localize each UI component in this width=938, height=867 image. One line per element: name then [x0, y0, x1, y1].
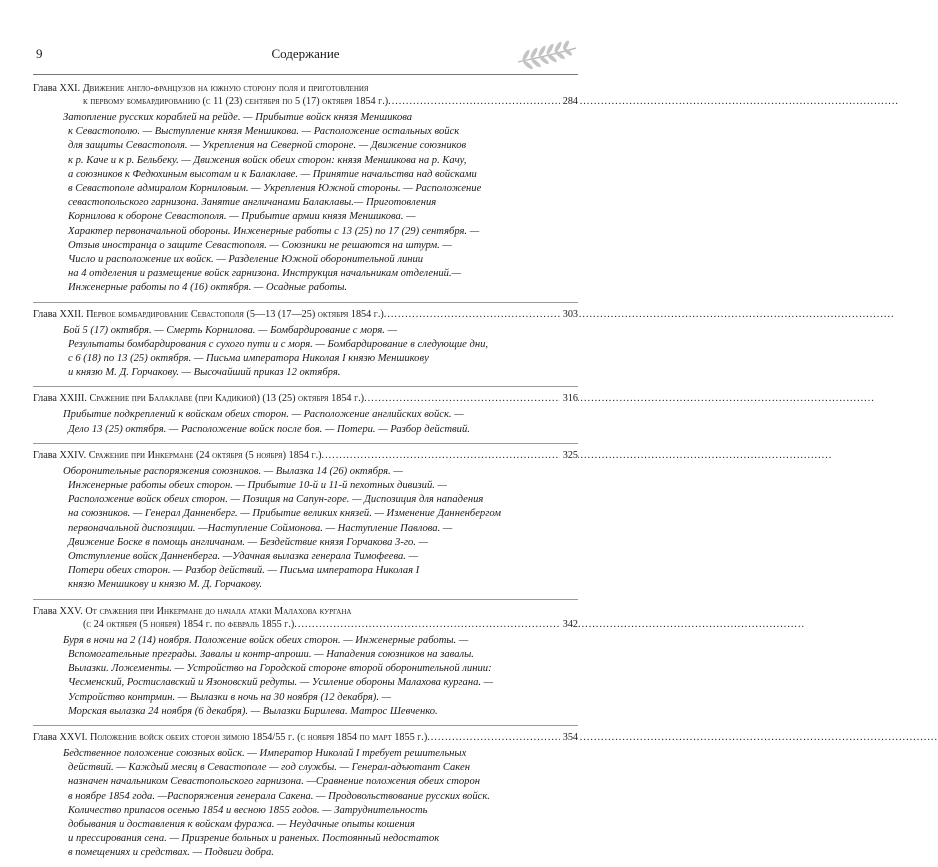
summary-line: с 6 (18) по 13 (25) октября. — Письма императора Николая I князю Меншикову — [68, 353, 429, 365]
summary-line: Вспомогательные преграды. Завалы и контр-апроши. — Нападения союзников на завалы. — [68, 648, 474, 660]
chapter-page-number[interactable]: 354 — [560, 731, 578, 744]
summary-line: Отзыв иностранца о защите Севастополя. — Союзники не решаются на штурм. — — [68, 239, 452, 251]
chapter-separator — [33, 599, 578, 600]
summary-line: Чесменский, Ростиславский и Язоновский редуты. — Усиление обороны Малахова кургана. — — [68, 677, 494, 689]
chapter-page-number[interactable]: 316 — [560, 392, 578, 405]
summary-line: Инженерные работы по 4 (16) октября. — Осадные работы. — [68, 282, 348, 294]
chapter-entry[interactable] — [33, 392, 578, 436]
chapter-page-number[interactable]: 284 — [560, 95, 578, 108]
chapter-title: Положение войск обеих сторон зимою 1854/55 г. (с ноября 1854 по март 1855 г.) — [90, 731, 428, 743]
chapter-label: Глава XXIV. — [33, 449, 87, 461]
chapter-title: (с 24 октября (5 ноября) 1854 г. по февраль 1855 г.) — [83, 618, 295, 630]
summary-line: Характер первоначальной обороны. Инженерные работы с 13 (25) по 17 (29) сентября. — — [68, 225, 480, 237]
summary-line: Число и расположение их войск. — Разделение Южной оборонительной линии — [68, 254, 424, 266]
summary-line: Морская вылазка 24 ноября (6 декабря). — Вылазки Бирилева. Матрос Шевченко. — [68, 705, 438, 717]
chapter-label: Глава XXI. — [33, 83, 81, 94]
chapter-label: Глава XXVI. — [33, 731, 88, 743]
chapter-entry[interactable] — [33, 731, 578, 861]
summary-line: первоначальной диспозиции. —Наступление Соймонова. — Наступление Павлова. — — [68, 522, 453, 534]
chapter-title: От сражения при Инкермане до начала атаки Малахова кургана — [85, 605, 352, 617]
chapter-entry[interactable] — [33, 605, 578, 719]
chapter-title-line — [33, 95, 578, 108]
chapter-entry[interactable] — [33, 308, 578, 381]
chapter-entry[interactable] — [33, 82, 578, 296]
summary-line: на 4 отделения и размещение войск гарнизона. Инструкция начальникам отделений.— — [68, 268, 462, 280]
summary-line: в Севастополе адмиралом Корниловым. — Укрепления Южной стороны. — Расположение — [68, 183, 482, 195]
summary-line: назначен начальником Севастопольского гарнизона. —Сравнение положения обеих сторон — [68, 776, 481, 788]
summary-line: Прибытие подкреплений к войскам обеих сторон. — Расположение английских войск. — — [63, 409, 464, 421]
summary-line: Расположение войск обеих сторон. — Позиция на Сапун-горе. — Диспозиция для нападения — [68, 494, 484, 506]
summary-line: Бедственное положение союзных войск. — Император Николай I требует решительных — [63, 747, 467, 759]
summary-line: Буря в ночи на 2 (14) ноября. Положение войск обеих сторон. — Инженерные работы. — — [63, 634, 469, 646]
summary-line: и прессирования сена. — Призрение больных и раненых. Постоянный недостаток — [68, 833, 440, 845]
chapter-page-number[interactable]: 342 — [560, 618, 578, 631]
chapter-label: Глава XXV. — [33, 605, 83, 617]
chapter-separator — [33, 725, 578, 726]
chapter-title: Сражение при Балаклаве (при Кадикиой) (13 (25) октября 1854 г.) — [89, 393, 365, 405]
summary-line: к Севастополю. — Выступление князя Меншикова. — Расположение остальных войск — [68, 126, 460, 138]
chapter-separator — [33, 386, 578, 387]
summary-line: Устройство контрмин. — Вылазки в ночь на 30 ноября (12 декабря). — — [68, 691, 392, 703]
chapter-label: Глава XXII. — [33, 308, 84, 320]
summary-line: Дело 13 (25) октября. — Расположение войск после боя. — Потери. — Разбор действий. — [68, 423, 470, 435]
chapter-summary — [63, 408, 578, 436]
chapter-summary — [63, 634, 578, 719]
summary-line: Инженерные работы обеих сторон. — Прибытие 10-й и 11-й пехотных дивизий. — — [68, 480, 447, 492]
chapter-summary — [63, 747, 578, 861]
summary-line: Количество припасов осенью 1854 и весною 1855 годов. — Затруднительность — [68, 804, 428, 816]
chapter-separator — [33, 302, 578, 303]
summary-line: князю Меншикову и князю М. Д. Горчакову. — [68, 579, 263, 591]
chapter-title-line — [33, 392, 578, 405]
summary-line: добывания и доставления к войскам фуража. — Неудачные опыты кошения — [68, 818, 415, 830]
chapter-separator — [33, 443, 578, 444]
chapter-title-line — [33, 449, 578, 462]
summary-line: в помещениях и средствах. — Подвиги добра. — [68, 847, 274, 859]
chapter-title-line — [33, 605, 578, 618]
page-number: 9 — [36, 46, 43, 61]
summary-line: в ноябре 1854 года. —Распоряжения генерала Сакена. — Продовольствование русских войск. — [68, 790, 490, 802]
leader-dots — [294, 619, 805, 630]
summary-line: Движение Боске в помощь англичанам. — Бездействие князя Горчакова 3-го. — — [68, 536, 428, 548]
summary-line: на союзников. — Генерал Данненберг. — Прибытие великих князей. — Изменение Данненбергом — [68, 508, 502, 520]
chapter-summary — [63, 324, 578, 381]
laurel-branch-icon — [516, 40, 578, 70]
chapter-page-number[interactable]: 303 — [560, 308, 578, 321]
chapter-title-line — [33, 731, 578, 744]
page-title: Содержание — [271, 46, 340, 61]
leader-dots — [384, 309, 895, 320]
summary-line: Вылазки. Ложементы. — Устройство на Городской стороне второй оборонительной линии: — [68, 663, 492, 675]
summary-line: для защиты Севастополя. — Укрепления на Северной стороне. — Движение союзников — [68, 140, 467, 152]
summary-line: Корнилова к обороне Севастополя. — Прибытие армии князя Меншикова. — — [68, 211, 416, 223]
page-header — [33, 44, 578, 66]
summary-line: к р. Каче и к р. Бельбеку. — Движения войск обеих сторон: князя Меншикова на р. Качу, — [68, 154, 467, 166]
leader-dots — [427, 732, 938, 743]
chapter-title-line — [33, 308, 578, 321]
leader-dots — [388, 96, 899, 107]
table-of-contents — [33, 82, 578, 867]
summary-line: Отступление войск Данненберга. —Удачная вылазка генерала Тимофеева. — — [68, 551, 419, 563]
chapter-title: к первому бомбардированию (с 11 (23) сентября по 5 (17) октября 1854 г.) — [83, 96, 389, 107]
header-rule — [33, 74, 578, 75]
summary-line: Результаты бомбардирования с сухого пути и с моря. — Бомбардирование в следующие дни, — [68, 338, 489, 350]
summary-line: Потери обеих сторон. — Разбор действий. — Письма императора Николая I — [68, 565, 420, 577]
summary-line: а союзников к Федюхиным высотам и к Балаклаве. — Принятие начальства над войсками — [68, 168, 477, 180]
summary-line: Оборонительные распоряжения союзников. — Вылазка 14 (26) октября. — — [63, 465, 403, 477]
chapter-page-number[interactable]: 325 — [560, 449, 578, 462]
chapter-title: Первое бомбардирование Севастополя (5—13 (17—25) октября 1854 г.) — [86, 308, 384, 320]
chapter-summary — [63, 111, 578, 296]
leader-dots — [364, 393, 875, 404]
summary-line: и князю М. Д. Горчакову. — Высочайший приказ 12 октября. — [68, 367, 341, 379]
summary-line: севастопольского гарнизона. Занятие англичанами Балаклавы.— Приготовления — [68, 197, 437, 209]
chapter-entry[interactable] — [33, 449, 578, 593]
chapter-title-line — [33, 82, 578, 95]
chapter-summary — [63, 465, 578, 593]
chapter-title: Движение англо-французов на южную сторону поля и приготовления — [82, 83, 369, 94]
summary-line: Затопление русских кораблей на рейде. — Прибытие войск князя Меншикова — [63, 112, 413, 123]
summary-line: действий. — Каждый месяц в Севастополе — год службы. — Генерал-адъютант Сакен — [68, 762, 470, 774]
summary-line: Бой 5 (17) октября. — Смерть Корнилова. — Бомбардирование с моря. — — [63, 324, 398, 336]
chapter-title: Сражение при Инкермане (24 октября (5 ноября) 1854 г.) — [88, 449, 322, 461]
chapter-label: Глава XXIII. — [33, 393, 87, 405]
chapter-title-line — [33, 618, 578, 631]
